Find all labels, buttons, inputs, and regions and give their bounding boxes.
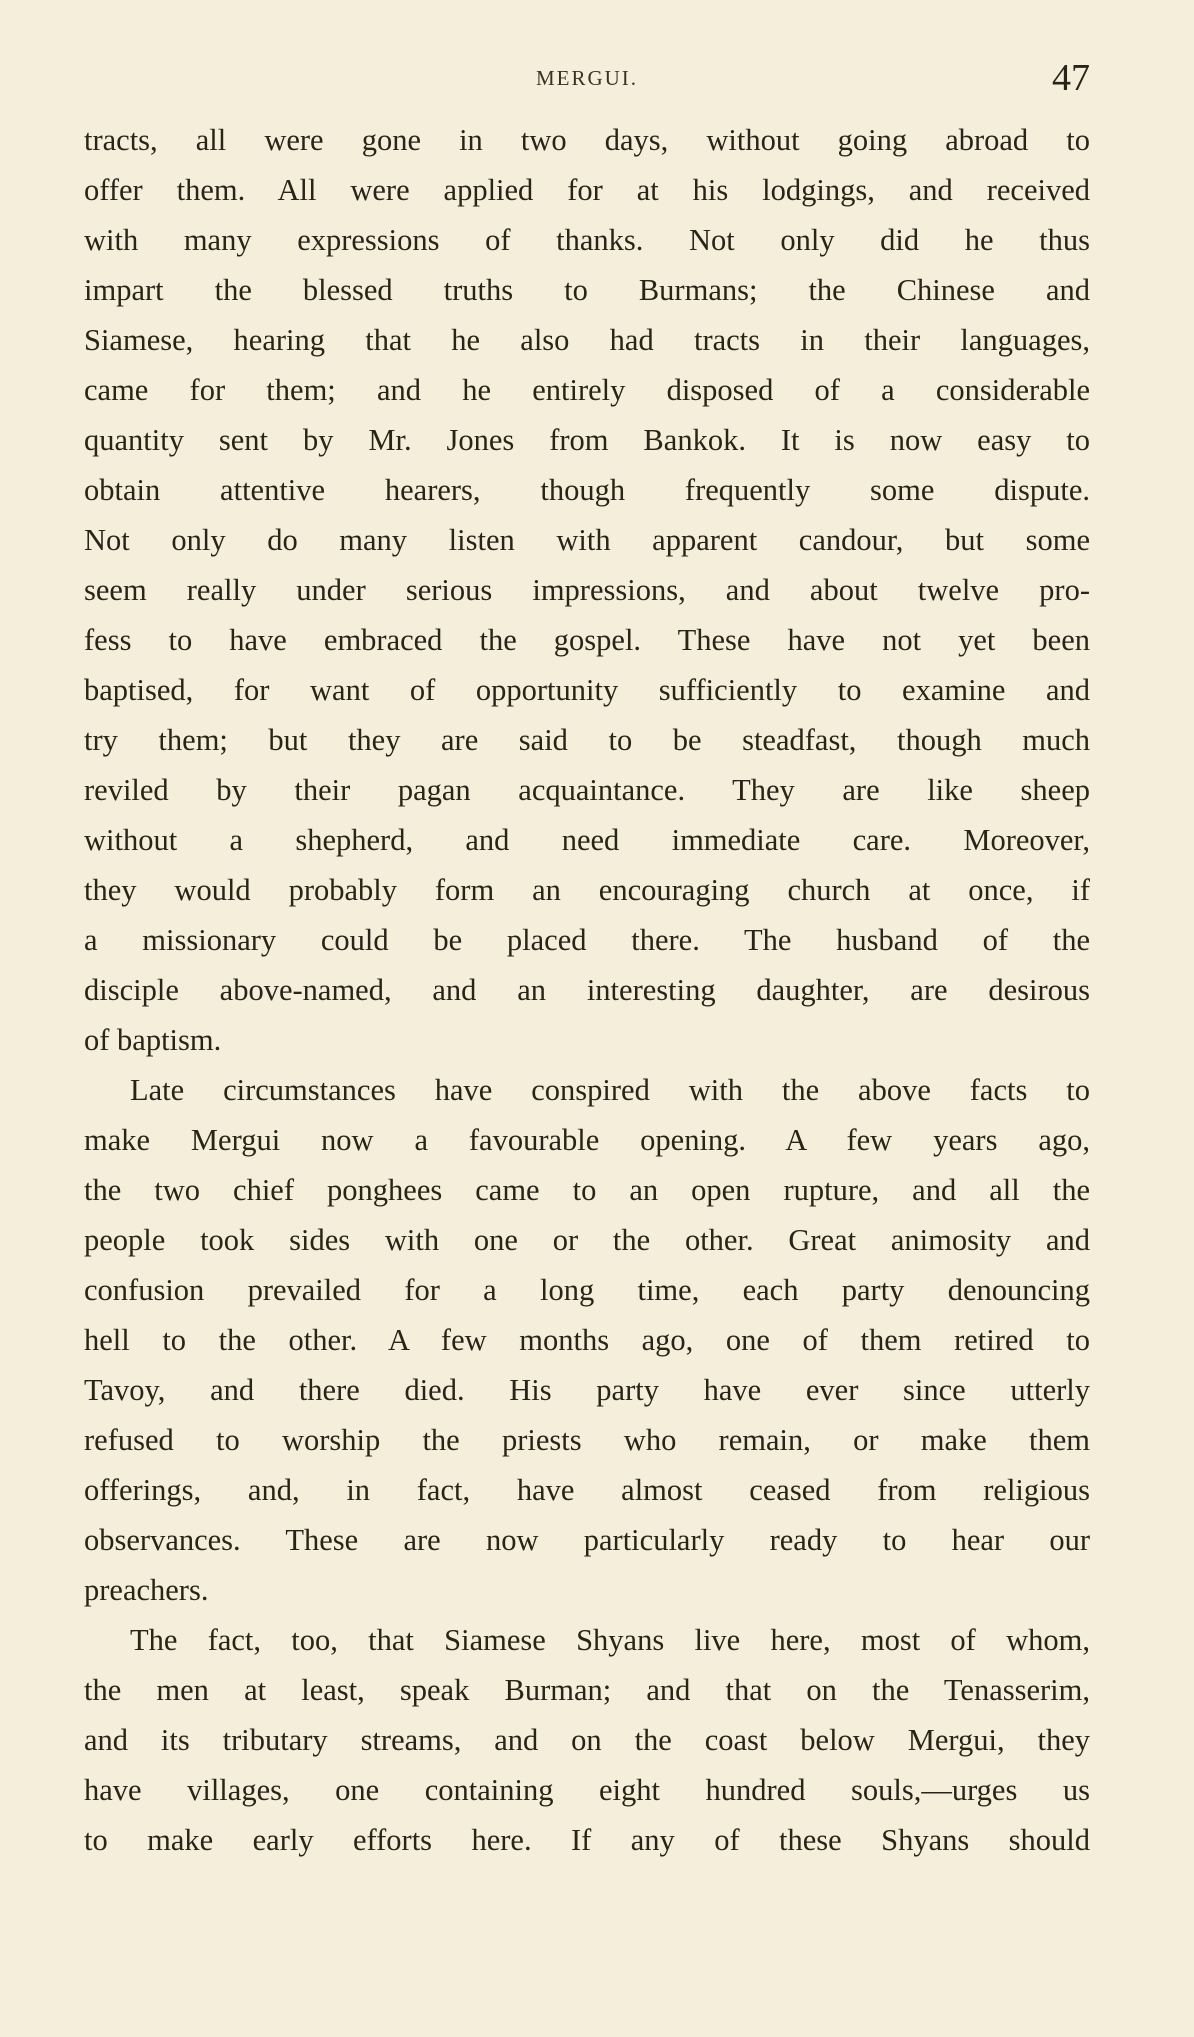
text-line: with many expressions of thanks. Not only did he thus (84, 223, 1090, 257)
text-line: seem really under serious impressions, and about twelve pro- (84, 573, 1090, 607)
text-line: the men at least, speak Burman; and that on the Tenasserim, (84, 1673, 1090, 1707)
text-line: to make early efforts here. If any of these Shyans should (84, 1823, 1090, 1857)
text-line: and its tributary streams, and on the coast below Mergui, they (84, 1723, 1090, 1757)
text-line: refused to worship the priests who remain, or make them (84, 1423, 1090, 1457)
text-line: The fact, too, that Siamese Shyans live here, most of whom, (130, 1623, 1090, 1657)
text-line: offer them. All were applied for at his lodgings, and received (84, 173, 1090, 207)
text-line: make Mergui now a favourable opening. A few years ago, (84, 1123, 1090, 1157)
page-number: 47 (1052, 57, 1090, 99)
text-line: hell to the other. A few months ago, one of them retired to (84, 1323, 1090, 1357)
text-line: people took sides with one or the other. Great animosity and (84, 1223, 1090, 1257)
text-line: fess to have embraced the gospel. These have not yet been (84, 623, 1090, 657)
text-line: confusion prevailed for a long time, each party denouncing (84, 1273, 1090, 1307)
text-line: Not only do many listen with apparent candour, but some (84, 523, 1090, 557)
text-line: without a shepherd, and need immediate care. Moreover, (84, 823, 1090, 857)
text-line: preachers. (84, 1573, 209, 1607)
text-line: came for them; and he entirely disposed of a considerable (84, 373, 1090, 407)
text-line: disciple above-named, and an interesting daughter, are desirous (84, 973, 1090, 1007)
running-head: MERGUI. (535, 66, 639, 90)
text-line: quantity sent by Mr. Jones from Bankok. It is now easy to (84, 423, 1090, 457)
body-text (84, 115, 1090, 1865)
text-line: observances. These are now particularly ready to hear our (84, 1523, 1090, 1557)
text-line: Late circumstances have conspired with the above facts to (130, 1073, 1090, 1107)
text-line: have villages, one containing eight hundred souls,—urges us (84, 1773, 1090, 1807)
text-line: Tavoy, and there died. His party have ever since utterly (84, 1373, 1090, 1407)
text-line: tracts, all were gone in two days, without going abroad to (84, 123, 1090, 157)
text-line: baptised, for want of opportunity sufficiently to examine and (84, 673, 1090, 707)
text-line: the two chief ponghees came to an open rupture, and all the (84, 1173, 1090, 1207)
text-line: a missionary could be placed there. The husband of the (84, 923, 1090, 957)
text-line: they would probably form an encouraging church at once, if (84, 873, 1090, 907)
text-line: impart the blessed truths to Burmans; the Chinese and (84, 273, 1090, 307)
text-line: reviled by their pagan acquaintance. They are like sheep (84, 773, 1090, 807)
text-line: Siamese, hearing that he also had tracts in their languages, (84, 323, 1090, 357)
text-line: offerings, and, in fact, have almost ceased from religious (84, 1473, 1090, 1507)
text-line: try them; but they are said to be steadfast, though much (84, 723, 1090, 757)
text-line: of baptism. (84, 1023, 222, 1057)
page-header (84, 58, 1090, 98)
text-line: obtain attentive hearers, though frequently some dispute. (84, 473, 1090, 507)
